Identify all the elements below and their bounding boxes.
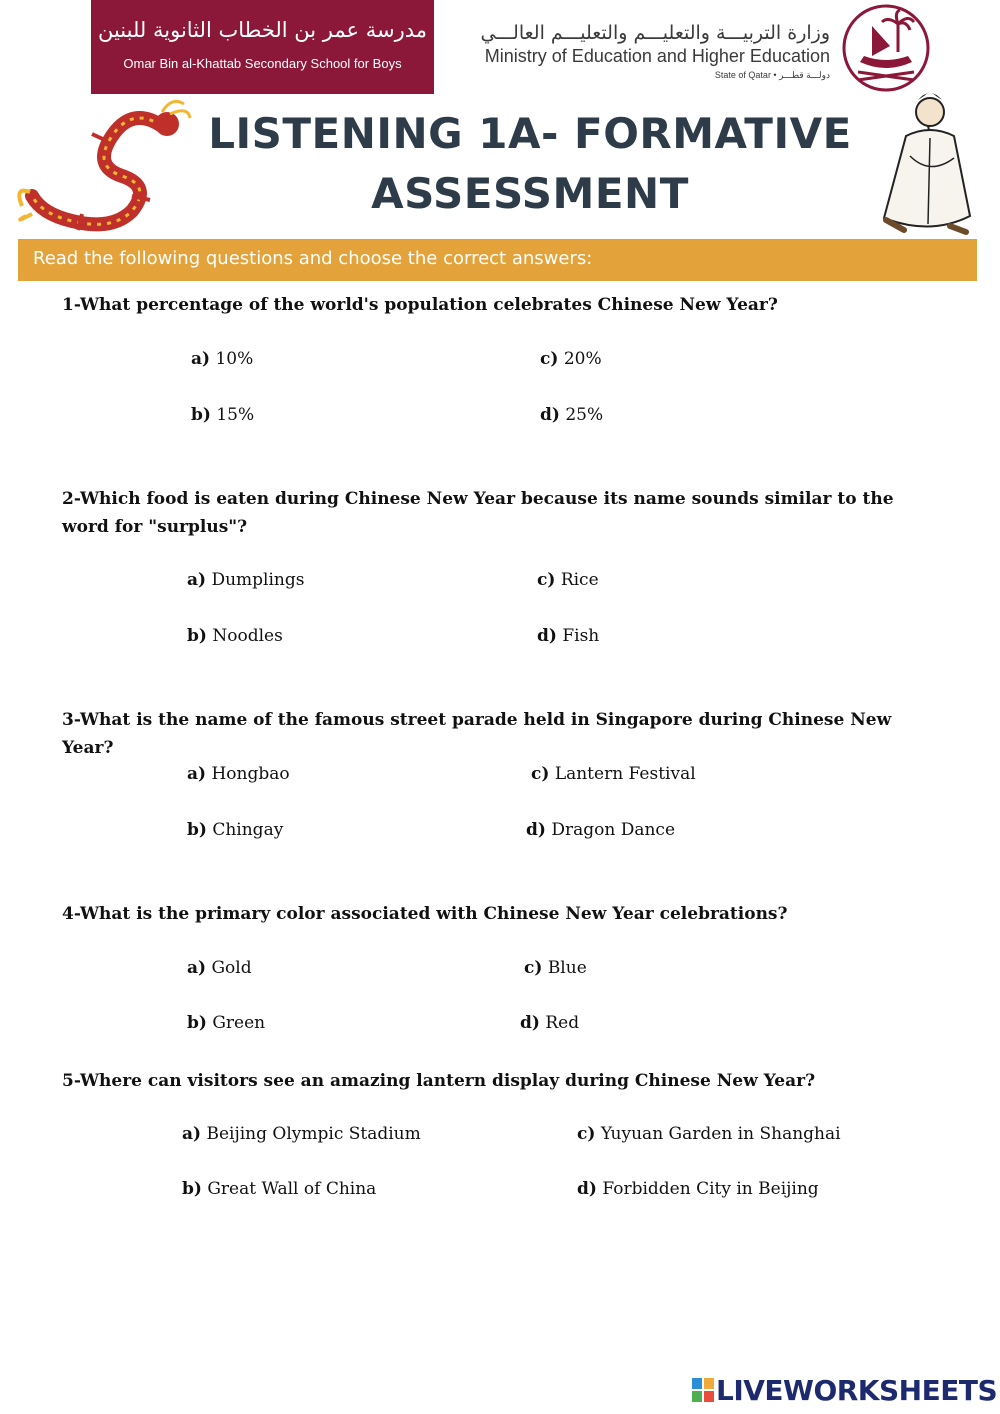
page-title <box>200 104 860 224</box>
option-letter: c) <box>577 1124 596 1144</box>
option-letter: a) <box>191 349 211 369</box>
option-text: Gold <box>211 958 252 978</box>
option-letter: d) <box>520 1013 540 1033</box>
option-letter: d) <box>540 405 560 425</box>
question-3-option-d[interactable] <box>526 820 675 840</box>
page-title-line-2: ASSESSMENT <box>371 169 689 218</box>
option-letter: b) <box>187 820 207 840</box>
liveworksheets-logo-icon <box>692 1378 714 1402</box>
option-text: Beijing Olympic Stadium <box>206 1124 421 1144</box>
option-letter: c) <box>540 349 559 369</box>
question-3: 3-What is the name of the famous street parade held in Singapore during Chinese New Year? <box>62 710 892 758</box>
option-text: Blue <box>547 958 587 978</box>
question-3-option-b[interactable] <box>187 820 283 840</box>
question-1-option-d[interactable] <box>540 405 603 425</box>
question-5: 5-Where can visitors see an amazing lantern display during Chinese New Year? <box>62 1071 816 1091</box>
option-text: 15% <box>216 405 255 425</box>
option-text: 25% <box>565 405 604 425</box>
question-1-option-a[interactable] <box>191 349 253 369</box>
question-5-option-c[interactable] <box>577 1124 841 1144</box>
page-title-line-1: LISTENING 1A- FORMATIVE <box>208 109 852 158</box>
question-3-option-c[interactable] <box>531 764 696 784</box>
question-4-option-c[interactable] <box>524 958 587 978</box>
option-letter: a) <box>187 570 207 590</box>
option-text: Rice <box>560 570 599 590</box>
question-1: 1-What percentage of the world's population celebrates Chinese New Year? <box>62 295 778 315</box>
option-letter: a) <box>187 764 207 784</box>
option-letter: d) <box>537 626 557 646</box>
question-2: 2-Which food is eaten during Chinese New Year because its name sounds similar to the word for "surplus"? <box>62 489 894 537</box>
option-letter: c) <box>537 570 556 590</box>
school-name-english: Omar Bin al-Khattab Secondary School for Boys <box>123 56 402 71</box>
option-letter: b) <box>191 405 211 425</box>
question-4-option-a[interactable] <box>187 958 252 978</box>
question-4-option-d[interactable] <box>520 1013 579 1033</box>
option-text: Red <box>545 1013 580 1033</box>
scholar-illustration-icon <box>870 86 980 238</box>
option-letter: b) <box>187 1013 207 1033</box>
liveworksheets-brand[interactable] <box>692 1374 998 1407</box>
school-name-arabic: مدرسة عمر بن الخطاب الثانوية للبنين <box>97 18 428 42</box>
option-text: Chingay <box>212 820 284 840</box>
question-2-option-b[interactable] <box>187 626 283 646</box>
option-letter: a) <box>187 958 207 978</box>
question-5-option-b[interactable] <box>182 1179 376 1199</box>
option-letter: d) <box>526 820 546 840</box>
option-letter: b) <box>187 626 207 646</box>
school-banner <box>91 0 434 94</box>
dragon-illustration-icon <box>12 96 192 238</box>
option-text: Dragon Dance <box>551 820 676 840</box>
question-1-option-c[interactable] <box>540 349 602 369</box>
option-text: Noodles <box>212 626 283 646</box>
state-label: State of Qatar • دولـــة قطـــر <box>714 70 830 80</box>
ministry-name-arabic: وزارة التربيـــة والتعليـــم والتعليـــم العالـــي <box>480 22 830 44</box>
question-4-option-b[interactable] <box>187 1013 265 1033</box>
brand-name: LIVEWORKSHEETS <box>716 1374 998 1407</box>
option-letter: d) <box>577 1179 597 1199</box>
question-5-option-d[interactable] <box>577 1179 819 1199</box>
option-text: 10% <box>215 349 254 369</box>
question-2-option-a[interactable] <box>187 570 304 590</box>
question-4: 4-What is the primary color associated with Chinese New Year celebrations? <box>62 904 788 924</box>
question-2-option-c[interactable] <box>537 570 599 590</box>
ministry-logo <box>450 22 830 81</box>
option-letter: c) <box>531 764 550 784</box>
option-text: Yuyuan Garden in Shanghai <box>600 1124 841 1144</box>
question-1-option-b[interactable] <box>191 405 254 425</box>
question-3-option-a[interactable] <box>187 764 290 784</box>
option-text: Great Wall of China <box>207 1179 377 1199</box>
option-text: Lantern Festival <box>554 764 696 784</box>
option-letter: b) <box>182 1179 202 1199</box>
option-text: Hongbao <box>211 764 290 784</box>
qatar-emblem-icon <box>838 2 934 94</box>
option-letter: a) <box>182 1124 202 1144</box>
option-letter: c) <box>524 958 543 978</box>
question-2-option-d[interactable] <box>537 626 599 646</box>
option-text: Forbidden City in Beijing <box>602 1179 819 1199</box>
option-text: 20% <box>563 349 602 369</box>
option-text: Fish <box>562 626 600 646</box>
question-5-option-a[interactable] <box>182 1124 421 1144</box>
instructions-banner: Read the following questions and choose the correct answers: <box>18 239 977 281</box>
ministry-name-english: Ministry of Education and Higher Education <box>484 46 830 66</box>
option-text: Dumplings <box>211 570 305 590</box>
option-text: Green <box>212 1013 266 1033</box>
